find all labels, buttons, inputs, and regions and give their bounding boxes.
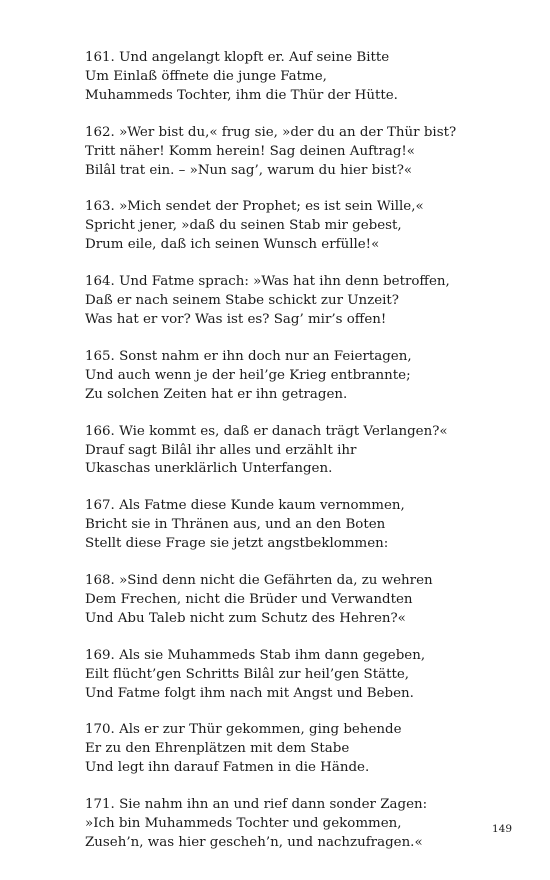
stanza-163: [85, 198, 525, 255]
verse-line: 168. »Sind denn nicht die Gefährten da, zu wehren: [85, 573, 433, 589]
verse-line: Drum eile, daß ich seinen Wunsch erfülle!«: [85, 237, 380, 253]
stanza-161: [85, 49, 525, 106]
stanza-165: [85, 348, 525, 405]
verse-line: Dem Frechen, nicht die Brüder und Verwandten: [85, 591, 413, 607]
verse-line: 165. Sonst nahm er ihn doch nur an Feiertagen,: [85, 348, 412, 364]
verse-line: Und legt ihn darauf Fatmen in die Hände.: [85, 760, 370, 776]
verse-line: Bricht sie in Thränen aus, und an den Boten: [85, 517, 386, 533]
stanza-162: [85, 124, 525, 181]
verse-line: Tritt näher! Komm herein! Sag deinen Auftrag!«: [85, 143, 415, 159]
verse-line: 169. Als sie Muhammeds Stab ihm dann gegeben,: [85, 647, 426, 663]
verse-line: 166. Wie kommt es, daß er danach trägt Verlangen?«: [85, 423, 448, 439]
verse-line: Muhammeds Tochter, ihm die Thür der Hütte.: [85, 87, 398, 103]
stanza-167: [85, 497, 525, 554]
verse-line: Er zu den Ehrenplätzen mit dem Stabe: [85, 741, 350, 757]
verse-line: Daß er nach seinem Stabe schickt zur Unzeit?: [85, 293, 399, 309]
verse-line: Was hat er vor? Was ist es? Sag’ mir’s offen!: [85, 311, 387, 327]
verse-line: »Ich bin Muhammeds Tochter und gekommen,: [85, 816, 402, 832]
stanza-164: [85, 273, 525, 330]
verse-line: 170. Als er zur Thür gekommen, ging behende: [85, 722, 402, 738]
verse-line: Eilt flücht’gen Schritts Bilâl zur heil’gen Stätte,: [85, 666, 410, 682]
verse-line: 167. Als Fatme diese Kunde kaum vernommen,: [85, 498, 405, 514]
verse-line: Und auch wenn je der heil’ge Krieg entbrannte;: [85, 367, 411, 383]
verse-line: 162. »Wer bist du,« frug sie, »der du an der Thür bist?: [85, 124, 457, 140]
verse-line: Und Abu Taleb nicht zum Schutz des Hehren?«: [85, 610, 406, 626]
stanza-170: [85, 721, 525, 778]
page-number: 149: [491, 823, 512, 835]
verse-line: Zuseh’n, was hier gescheh’n, und nachzufragen.«: [85, 835, 423, 850]
verse-line: Ukaschas unerklärlich Unterfangen.: [85, 461, 333, 477]
verse-line: Stellt diese Frage sie jetzt angstbeklommen:: [85, 536, 389, 552]
verse-line: Zu solchen Zeiten hat er ihn getragen.: [85, 386, 348, 402]
stanza-169: [85, 647, 525, 704]
poem-body: [85, 49, 525, 871]
verse-line: 171. Sie nahm ihn an und rief dann sonder Zagen:: [85, 797, 428, 813]
verse-line: Spricht jener, »daß du seinen Stab mir gebest,: [85, 218, 402, 234]
verse-line: Und Fatme folgt ihm nach mit Angst und Beben.: [85, 685, 414, 701]
verse-line: 163. »Mich sendet der Prophet; es ist sein Wille,«: [85, 199, 424, 215]
stanza-166: [85, 423, 525, 480]
verse-line: 164. Und Fatme sprach: »Was hat ihn denn betroffen,: [85, 274, 450, 290]
verse-line: Um Einlaß öffnete die junge Fatme,: [85, 68, 327, 84]
verse-line: Bilâl trat ein. – »Nun sag’, warum du hier bist?«: [85, 162, 413, 178]
stanza-168: [85, 572, 525, 629]
verse-line: Drauf sagt Bilâl ihr alles und erzählt ihr: [85, 442, 357, 458]
verse-line: 161. Und angelangt klopft er. Auf seine Bitte: [85, 50, 390, 65]
stanza-171: [85, 796, 525, 853]
